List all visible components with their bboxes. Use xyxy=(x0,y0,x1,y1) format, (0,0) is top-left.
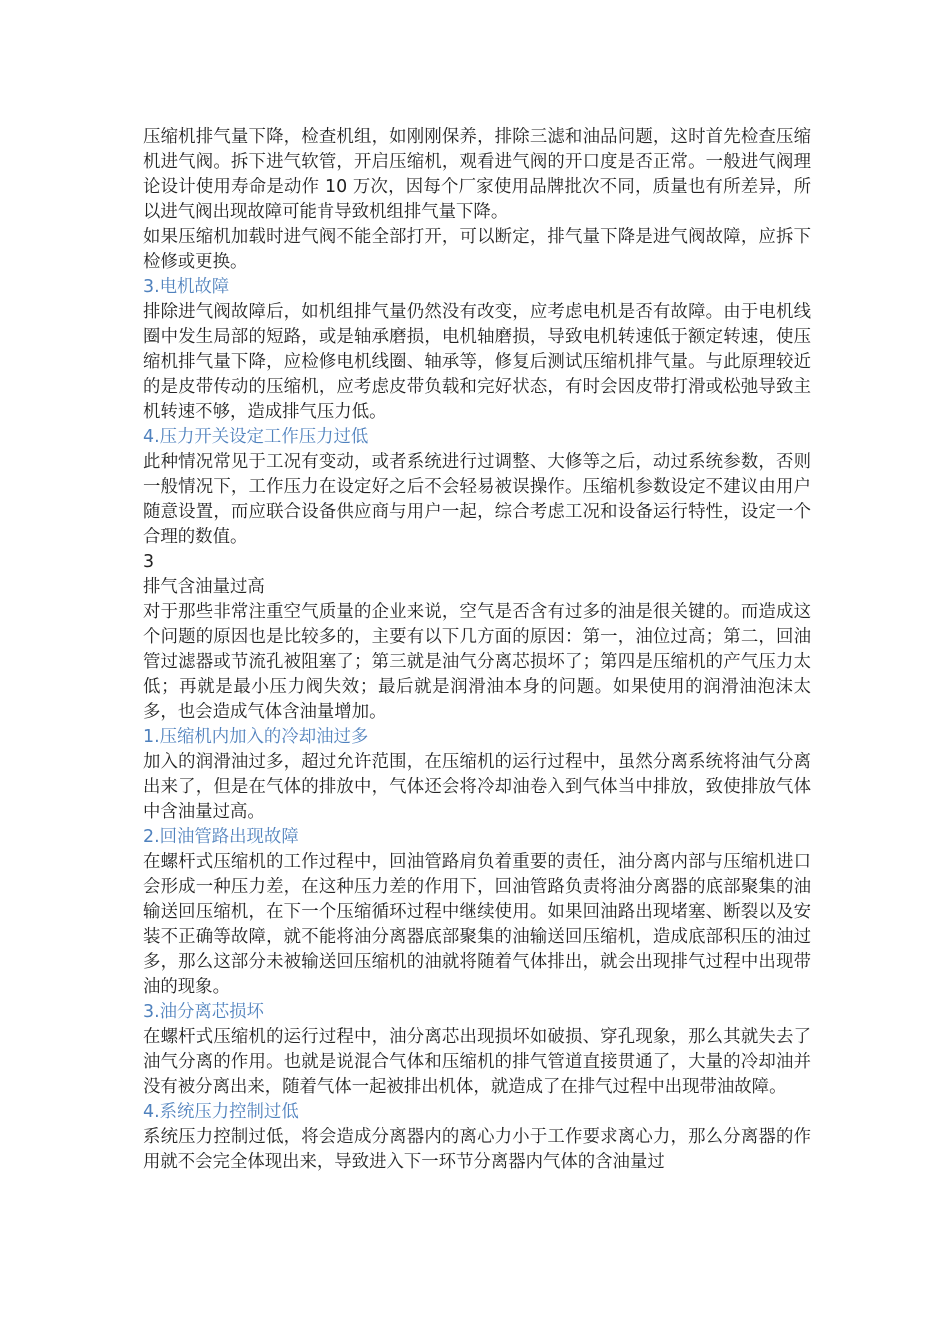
paragraph: 排除进气阀故障后，如机组排气量仍然没有改变，应考虑电机是否有故障。由于电机线圈中发生局部的短路，或是轴承磨损，电机轴磨损，导致电机转速低于额定转速，使压缩机排气量下降，应检修电机线圈、轴承等，修复后测试压缩机排气量。与此原理较近的是皮带传动的压缩机，应考虑皮带负载和完好状态，有时会因皮带打滑或松弛导致主机转速不够，造成排气压力低。 xyxy=(143,302,811,422)
document-body xyxy=(143,125,811,1175)
section-heading: 1.压缩机内加入的冷却油过多 xyxy=(143,727,369,747)
paragraph: 压缩机排气量下降，检查机组，如刚刚保养，排除三滤和油品问题，这时首先检查压缩机进气阀。拆下进气软管，开启压缩机，观看进气阀的开口度是否正常。一般进气阀理论设计使用寿命是动作 10 万次，因每个厂家使用品牌批次不同，质量也有所差异，所以进气阀出现故障可能肯导致机组排气量下降。 xyxy=(143,127,811,222)
paragraph: 在螺杆式压缩机的工作过程中，回油管路肩负着重要的责任，油分离内部与压缩机进口会形成一种压力差，在这种压力差的作用下，回油管路负责将油分离器的底部聚集的油输送回压缩机，在下一个压缩循环过程中继续使用。如果回油路出现堵塞、断裂以及安装不正确等故障，就不能将油分离器底部聚集的油输送回压缩机，造成底部积压的油过多，那么这部分未被输送回压缩机的油就将随着气体排出，就会出现排气过程中出现带油的现象。 xyxy=(143,852,811,997)
section-number: 3 xyxy=(143,552,155,572)
section-heading: 3.电机故障 xyxy=(143,277,230,297)
section-heading: 4.系统压力控制过低 xyxy=(143,1102,299,1122)
paragraph: 对于那些非常注重空气质量的企业来说，空气是否含有过多的油是很关键的。而造成这个问题的原因也是比较多的，主要有以下几方面的原因：第一，油位过高；第二，回油管过滤器或节流孔被阻塞了；第三就是油气分离芯损坏了；第四是压缩机的产气压力太低；再就是最小压力阀失效；最后就是润滑油本身的问题。如果使用的润滑油泡沫太多，也会造成气体含油量增加。 xyxy=(143,602,811,722)
section-title: 排气含油量过高 xyxy=(143,577,265,597)
paragraph: 在螺杆式压缩机的运行过程中，油分离芯出现损坏如破损、穿孔现象，那么其就失去了油气分离的作用。也就是说混合气体和压缩机的排气管道直接贯通了，大量的冷却油并没有被分离出来，随着气体一起被排出机体，就造成了在排气过程中出现带油故障。 xyxy=(143,1027,811,1097)
section-heading: 4.压力开关设定工作压力过低 xyxy=(143,427,369,447)
paragraph: 系统压力控制过低，将会造成分离器内的离心力小于工作要求离心力，那么分离器的作用就不会完全体现出来，导致进入下一环节分离器内气体的含油量过 xyxy=(143,1127,811,1172)
section-heading: 3.油分离芯损坏 xyxy=(143,1002,264,1022)
paragraph: 加入的润滑油过多，超过允许范围，在压缩机的运行过程中，虽然分离系统将油气分离出来了，但是在气体的排放中，气体还会将冷却油卷入到气体当中排放，致使排放气体中含油量过高。 xyxy=(143,752,811,822)
paragraph: 如果压缩机加载时进气阀不能全部打开，可以断定，排气量下降是进气阀故障，应拆下检修或更换。 xyxy=(143,227,811,272)
paragraph: 此种情况常见于工况有变动，或者系统进行过调整、大修等之后，动过系统参数，否则一般情况下，工作压力在设定好之后不会轻易被误操作。压缩机参数设定不建议由用户随意设置，而应联合设备供应商与用户一起，综合考虑工况和设备运行特性，设定一个合理的数值。 xyxy=(143,452,811,547)
section-heading: 2.回油管路出现故障 xyxy=(143,827,299,847)
